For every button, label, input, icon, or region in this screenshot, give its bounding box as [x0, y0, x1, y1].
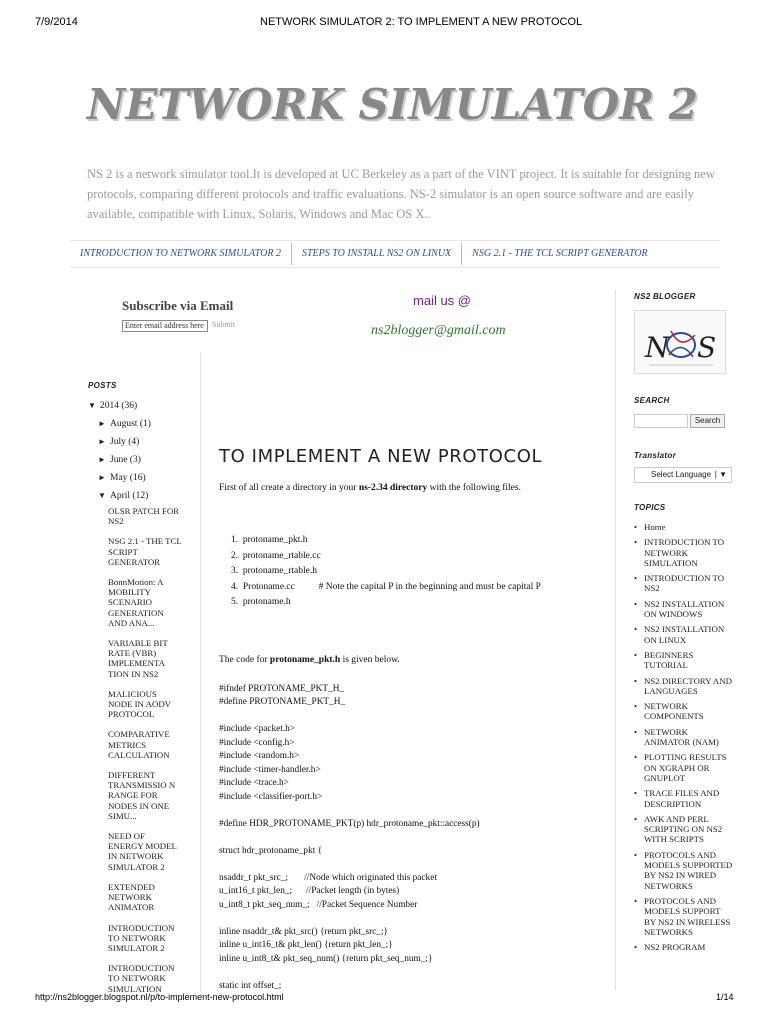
topic-link[interactable]: • INTRODUCTION TO NS2 — [634, 573, 734, 594]
topic-link[interactable]: • Home — [634, 522, 734, 532]
archive-year[interactable] — [88, 400, 198, 418]
topic-link[interactable]: • TRACE FILES AND DESCRIPTION — [634, 788, 734, 809]
svg-text:S: S — [697, 331, 717, 364]
file-list — [231, 533, 609, 611]
nav-item-nsg[interactable]: NSG 2.1 - THE TCL SCRIPT GENERATOR — [472, 248, 648, 259]
archive-month-label[interactable]: April (12) — [110, 491, 149, 501]
post-intro — [219, 482, 609, 495]
topic-link[interactable]: • PROTOCOLS AND MODELS SUPPORT BY NS2 IN WIRELESS NETWORKS — [634, 896, 734, 937]
archive-month-label[interactable]: June (3) — [110, 455, 141, 465]
submit-button[interactable]: Submit — [212, 320, 236, 329]
archive-post-link[interactable]: DIFFERENT TRANSMISSIO N RANGE FOR NODES IN ONE SIMU... — [108, 770, 176, 821]
ns2-logo[interactable] — [634, 310, 726, 374]
file-list-item: 1. protoname_pkt.h — [231, 535, 308, 545]
print-date: 7/9/2014 — [35, 16, 78, 28]
triangle-right-icon[interactable]: ► — [98, 437, 106, 446]
archive-year-label[interactable]: 2014 (36) — [100, 401, 138, 411]
archive-post-link[interactable]: INTRODUCTION TO NETWORK SIMULATION — [108, 963, 175, 994]
left-column-divider — [200, 352, 201, 992]
topic-link[interactable]: • PLOTTING RESULTS ON XGRAPH OR GNUPLOT — [634, 752, 734, 783]
file-list-item: 4. Protoname.cc # Note the capital P in the beginning and must be capital P — [231, 581, 541, 592]
file-list-item: 2. protoname_rtable.cc — [231, 550, 321, 561]
topic-link[interactable]: • AWK AND PERL SCRIPTING ON NS2 WITH SCRIPTS — [634, 814, 734, 845]
archive-month-label[interactable]: August (1) — [110, 419, 151, 429]
print-doc-title: NETWORK SIMULATOR 2: TO IMPLEMENT A NEW PROTOCOL — [260, 16, 583, 28]
topic-link[interactable]: • NETWORK ANIMATOR (NAM) — [634, 727, 734, 748]
mail-address[interactable]: ns2blogger@gmail.com — [371, 323, 506, 338]
code-intro-bold: protoname_pkt.h — [269, 654, 341, 665]
svg-text:N: N — [645, 331, 670, 364]
topic-link[interactable]: • BEGINNERS TUTORIAL — [634, 650, 734, 671]
print-page-number: 1/14 — [716, 992, 734, 1002]
nav-item-install-linux[interactable]: STEPS TO INSTALL NS2 ON LINUX — [292, 243, 462, 265]
blogger-heading: NS2 BLOGGER — [634, 292, 696, 301]
topic-link[interactable]: • INTRODUCTION TO NETWORK SIMULATION — [634, 537, 734, 568]
archive-post-link[interactable]: EXTENDED NETWORK ANIMATOR — [108, 881, 155, 913]
archive-month[interactable] — [88, 418, 198, 436]
blog-archive — [88, 400, 198, 1004]
topic-link[interactable]: • NETWORK COMPONENTS — [634, 701, 734, 722]
posts-heading: POSTS — [88, 381, 117, 390]
triangle-down-icon[interactable]: ▼ — [98, 491, 106, 500]
post-intro-text-end: with the following files. — [427, 483, 521, 493]
right-column-divider — [615, 290, 616, 990]
archive-month-label[interactable]: July (4) — [110, 437, 140, 447]
archive-month[interactable] — [88, 472, 198, 490]
blog-title[interactable]: NETWORK SIMULATOR 2 — [87, 80, 698, 129]
file-list-item: 3. protoname_rtable.h — [231, 566, 318, 577]
post-intro-text: First of all create a directory in your — [219, 483, 359, 493]
topic-link[interactable]: • NS2 INSTALLATION ON LINUX — [634, 624, 734, 645]
language-select[interactable] — [634, 467, 732, 483]
topic-link[interactable]: • NS2 DIRECTORY AND LANGUAGES — [634, 676, 734, 697]
file-list-item: 5. protoname.h — [231, 597, 291, 608]
post-intro-bold: ns-2.34 directory — [358, 483, 428, 493]
archive-post-link[interactable]: NSG 2.1 - THE TCL SCRIPT GENERATOR — [108, 536, 182, 567]
code-intro-text-end: is given below. — [340, 654, 400, 665]
topic-link[interactable]: • NS2 INSTALLATION ON WINDOWS — [634, 599, 734, 620]
topic-link[interactable]: • NS2 PROGRAM — [634, 942, 734, 952]
triangle-down-icon[interactable]: ▼ — [88, 401, 96, 410]
search-input[interactable] — [634, 414, 688, 428]
topics-heading: TOPICS — [634, 503, 666, 512]
mail-label: mail us @ — [413, 293, 471, 308]
chevron-down-icon: | ▼ — [714, 470, 727, 479]
topics-list — [634, 522, 734, 957]
code-block: #ifndef PROTONAME_PKT_H_ #define PROTONAME_PKT_H_ #include <packet.h> #include <config.h> #include <random.h> #include <timer-handler.h> #include <trace.h> #include <classifier-port.h> #define HDR_PROTONAME_PKT(p) hdr_protoname_pkt::access(p) struct hdr_protoname_pkt { nsaddr_t pkt_src_; //Node which originated this packet u_int16_t pkt_len_; //Packet length (in bytes) u_int8_t pkt_seq_num_; //Packet Sequence Number inline nsaddr_t& pkt_src() {return pkt_src_;} inline u_int16_t& pkt_len() {return pkt_len_;} inline u_int8_t& pkt_seq_num() {return pkt_seq_num_;} static int offset_; — [219, 683, 480, 991]
archive-month-label[interactable]: May (16) — [110, 473, 146, 483]
code-intro-text: The code for — [219, 654, 270, 665]
print-url: http://ns2blogger.blogspot.nl/p/to-implement-new-protocol.html — [35, 992, 284, 1002]
archive-post-link[interactable]: MALICIOUS NODE IN AODV PROTOCOL — [108, 688, 171, 720]
language-select-label: Select Language — [651, 470, 712, 479]
email-field[interactable]: Enter email address here — [122, 320, 208, 332]
archive-post-link[interactable]: COMPARATIVE METRICS CALCULATION — [108, 729, 170, 760]
archive-post-link[interactable]: VARIABLE BIT RATE (VBR) IMPLEMENTA TION IN NS2 — [108, 638, 168, 679]
search-button[interactable]: Search — [690, 414, 725, 428]
nav-item-intro-ns2[interactable]: INTRODUCTION TO NETWORK SIMULATOR 2 — [70, 243, 292, 265]
post-body — [219, 482, 609, 993]
blog-description: NS 2 is a network simulator tool.It is developed at UC Berkeley as a part of the VINT project. It is suitable for designing new protocols, comparing different protocols and traffic evaluations. NS-2 simulator is an open source software and are easily available, compatible with Linux, Solaris, Windows and Mac OS X.. — [87, 167, 715, 221]
code-intro — [219, 654, 609, 667]
triangle-right-icon[interactable]: ► — [98, 419, 106, 428]
top-nav — [70, 240, 720, 268]
archive-post-link[interactable]: BonnMotion: A MOBILITY SCENARIO GENERATION AND ANA... — [108, 577, 164, 628]
archive-month[interactable] — [88, 436, 198, 454]
subscribe-title: Subscribe via Email — [122, 298, 234, 313]
archive-month[interactable] — [88, 454, 198, 472]
archive-post-list — [108, 506, 198, 994]
triangle-right-icon[interactable]: ► — [98, 455, 106, 464]
ns2-logo-graphic — [635, 311, 727, 375]
archive-post-link[interactable]: NEED OF ENERGY MODEL IN NETWORK SIMULATOR 2 — [108, 831, 177, 872]
archive-post-link[interactable]: INTRODUCTION TO NETWORK SIMULATOR 2 — [108, 922, 175, 953]
post-title: TO IMPLEMENT A NEW PROTOCOL — [219, 446, 543, 467]
search-heading: SEARCH — [634, 396, 670, 405]
triangle-right-icon[interactable]: ► — [98, 473, 106, 482]
topic-link[interactable]: • PROTOCOLS AND MODELS SUPPORTED BY NS2 IN WIRED NETWORKS — [634, 850, 734, 891]
archive-post-link[interactable]: OLSR PATCH FOR NS2 — [108, 506, 180, 527]
translator-heading: Translator — [634, 451, 676, 460]
